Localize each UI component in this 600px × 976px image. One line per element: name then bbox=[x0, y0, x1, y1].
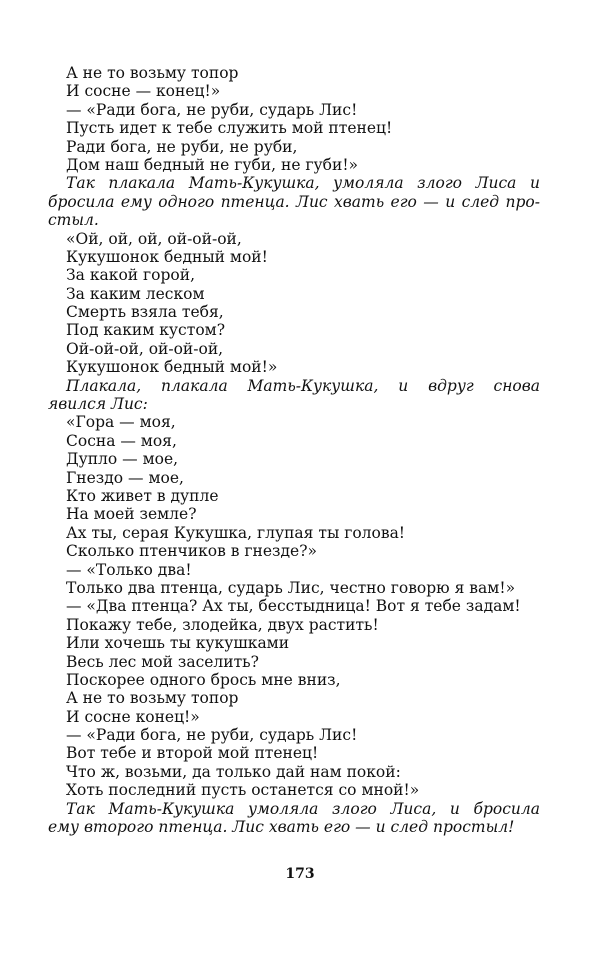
verse-line: — «Ради бога, не руби, сударь Лис! bbox=[66, 726, 358, 745]
verse-line: Хоть последний пусть останется со мной!» bbox=[66, 781, 420, 800]
verse-line: «Гора — моя, bbox=[66, 413, 176, 432]
verse-line: Только два птенца, сударь Лис, честно говорю я вам!» bbox=[66, 578, 516, 597]
verse-line: Что ж, возьми, да только дай нам покой: bbox=[66, 762, 401, 781]
verse-line: И сосне — конец!» bbox=[66, 82, 221, 101]
verse-line: А не то возьму топор bbox=[66, 64, 239, 82]
verse-line: Сосна — моя, bbox=[66, 431, 177, 450]
verse-line: — «Только два! bbox=[66, 560, 192, 579]
page-text bbox=[48, 64, 540, 836]
prose-line: бросила ему одного птенца. Лис хвать его — и след про- bbox=[48, 192, 540, 211]
verse-line: Сколько птенчиков в гнезде?» bbox=[66, 542, 318, 561]
verse-line: Гнездо — мое, bbox=[66, 468, 184, 487]
prose-line: Так Мать-Кукушка умоляла злого Лиса, и бросила bbox=[66, 799, 540, 818]
verse-line: — «Ради бога, не руби, сударь Лис! bbox=[66, 100, 358, 119]
prose-line: явился Лис: bbox=[48, 395, 148, 414]
verse-line: Смерть взяла тебя, bbox=[66, 303, 224, 322]
page-number: 173 bbox=[285, 866, 315, 882]
verse-line: Покажу тебе, злодейка, двух растить! bbox=[66, 615, 379, 634]
verse-line: Весь лес мой заселить? bbox=[66, 652, 259, 671]
verse-line: А не то возьму топор bbox=[66, 689, 239, 708]
verse-line: И сосне конец!» bbox=[66, 707, 200, 726]
prose-line: Так плакала Мать-Кукушка, умоляла злого Лиса и bbox=[66, 174, 540, 193]
verse-line: Ради бога, не руби, не руби, bbox=[66, 137, 298, 156]
verse-line: На моей земле? bbox=[66, 505, 197, 524]
prose-line: Плакала, плакала Мать-Кукушка, и вдруг снова bbox=[66, 376, 540, 395]
prose-line: стыл. bbox=[48, 211, 99, 230]
prose-line: ему второго птенца. Лис хвать его — и след простыл! bbox=[48, 818, 515, 837]
verse-line: За каким леском bbox=[66, 284, 205, 303]
verse-line: Ой-ой-ой, ой-ой-ой, bbox=[66, 339, 224, 358]
verse-line: Или хочешь ты кукушками bbox=[66, 634, 290, 653]
verse-line: Дом наш бедный не губи, не губи!» bbox=[66, 155, 359, 174]
verse-line: «Ой, ой, ой, ой-ой-ой, bbox=[66, 229, 242, 248]
verse-line: Поскорее одного брось мне вниз, bbox=[66, 670, 341, 689]
verse-line: За какой горой, bbox=[66, 266, 195, 285]
verse-line: Кто живет в дупле bbox=[66, 486, 219, 505]
verse-line: Вот тебе и второй мой птенец! bbox=[66, 744, 319, 763]
verse-line: Пусть идет к тебе служить мой птенец! bbox=[66, 119, 393, 138]
verse-line: Ах ты, серая Кукушка, глупая ты голова! bbox=[66, 523, 406, 542]
verse-line: Кукушонок бедный мой! bbox=[66, 247, 268, 266]
verse-line: — «Два птенца? Ах ты, бесстыдница! Вот я тебе задам! bbox=[66, 597, 521, 616]
verse-line: Под каким кустом? bbox=[66, 321, 226, 340]
verse-line: Дупло — мое, bbox=[66, 450, 179, 469]
verse-line: Кукушонок бедный мой!» bbox=[66, 358, 278, 377]
